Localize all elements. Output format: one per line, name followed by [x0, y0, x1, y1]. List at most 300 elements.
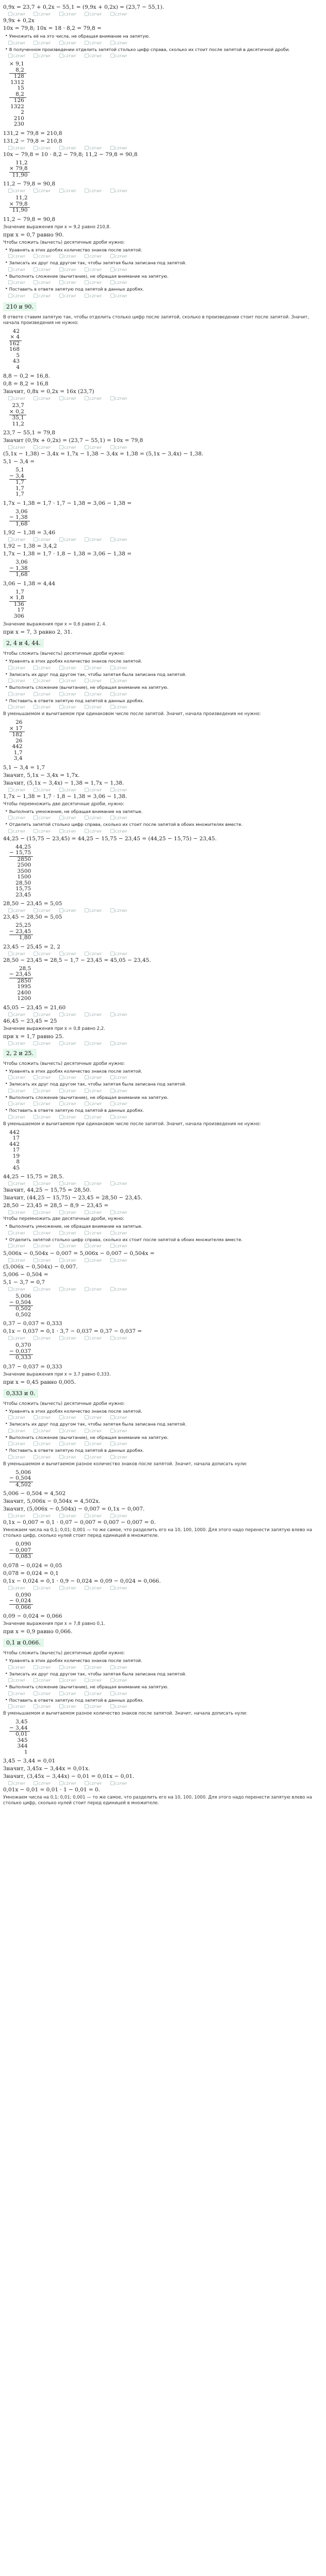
rule-steps [3, 1069, 317, 1120]
watermark-icon: CZFWF [8, 788, 25, 792]
watermark-icon: CZFWF [34, 41, 51, 45]
rule-steps [3, 658, 317, 709]
rule-step-text: Уравнять в этих дробях количество знаков после запятой. [9, 247, 142, 252]
column-arithmetic [9, 160, 30, 179]
watermark-icon: CZFWF [110, 705, 127, 709]
watermark-icon: CZFWF [8, 816, 25, 820]
watermark-icon: CZFWF [110, 1258, 127, 1263]
rule-step [3, 1095, 317, 1100]
explanation-text: Чтобы перемножить две десятичные дроби, нужно: [3, 1216, 124, 1222]
watermark-icon: CZFWF [85, 1231, 102, 1235]
column-arithmetic [9, 966, 33, 1002]
column-row: 28,50 [15, 879, 31, 886]
column-row: 3,06 [15, 559, 28, 565]
column-row: 344 [17, 1743, 28, 1749]
column-row: 0,502 [15, 1306, 31, 1312]
column-row: 345 [17, 1737, 28, 1743]
explanation-text: Значение выражения при x = 0,6 равно 2, 4. [3, 622, 107, 627]
watermark-icon: CZFWF [8, 1089, 25, 1093]
watermark-icon: CZFWF [8, 146, 25, 150]
watermark-row [3, 294, 317, 298]
equation-line: Значит, 44,25 − 15,75 = 28,50. [3, 1187, 91, 1193]
column-row: 3500 [17, 868, 31, 874]
watermark-icon: CZFWF [110, 294, 127, 298]
column-row: 26 [15, 719, 23, 725]
column-arithmetic [9, 1130, 22, 1172]
watermark-icon: CZFWF [8, 1429, 25, 1433]
column-row: 162 [9, 340, 20, 347]
answer-highlight: 0,333 и 0. [3, 1389, 38, 1398]
equation-line: (5,006x − 0,504x) − 0,007. [3, 1264, 78, 1270]
watermark-icon: CZFWF [8, 1115, 25, 1120]
watermark-icon: CZFWF [85, 1678, 102, 1683]
watermark-icon: CZFWF [59, 908, 76, 913]
watermark-icon: CZFWF [8, 1586, 25, 1590]
equation-line: при x = 0,7 равно 90. [3, 231, 64, 238]
watermark-icon: CZFWF [34, 666, 51, 670]
column-row: 230 [13, 121, 24, 127]
watermark-row [3, 1181, 317, 1186]
watermark-row [3, 1089, 317, 1093]
watermark-row [3, 1429, 317, 1433]
watermark-icon: CZFWF [110, 1041, 127, 1046]
column-row: 15 [17, 85, 24, 91]
watermark-icon: CZFWF [110, 829, 127, 834]
rule-step-text: Записать их друг под другом так, чтобы запятая была записана под запятой. [9, 1671, 187, 1676]
column-row: 5,006 [15, 1469, 31, 1476]
step-bullet-icon: • [5, 822, 8, 826]
watermark-icon: CZFWF [59, 1514, 76, 1518]
watermark-icon: CZFWF [8, 12, 25, 16]
watermark-icon: CZFWF [59, 1429, 76, 1433]
rule-step [3, 809, 317, 815]
watermark-icon: CZFWF [85, 1442, 102, 1446]
rule-step [3, 1409, 317, 1414]
equation-line: при x = 0,9 равно 0,066. [3, 1629, 73, 1635]
step-bullet-icon: • [5, 1684, 8, 1689]
rule-step-text: Поставить в ответе запятую под запятой в данных дробях. [9, 286, 144, 292]
watermark-icon: CZFWF [34, 280, 51, 285]
equation-line: 10x − 79,8 = 10 · 8,2 − 79,8; 11,2 − 79,8 = 90,8 [3, 151, 138, 158]
column-row: − 1,38 [9, 514, 28, 520]
column-block [3, 60, 317, 129]
watermark-icon: CZFWF [34, 1665, 51, 1670]
watermark-icon: CZFWF [59, 1287, 76, 1292]
explanation-text: Чтобы сложить (вычесть) десятичные дроби нужно: [3, 651, 125, 656]
rule-step [3, 1658, 317, 1664]
watermark-icon: CZFWF [110, 537, 127, 542]
watermark-icon: CZFWF [110, 1455, 127, 1460]
watermark-icon: CZFWF [110, 41, 127, 45]
rule-step-text: Умножить её на это числа, не обращая внимание на запятую. [9, 33, 150, 39]
rule-steps [3, 247, 317, 298]
equation-line: 3,45 − 3,44 = 0,01 [3, 1758, 56, 1764]
column-row: 1,80 [19, 935, 31, 941]
equation-line: 131,2 − 79,8 = 210,8 [3, 138, 62, 144]
watermark-icon: CZFWF [34, 679, 51, 683]
column-row: 5,006 [15, 1293, 31, 1299]
column-block [3, 965, 317, 1003]
watermark-row [3, 1244, 317, 1248]
watermark-icon: CZFWF [8, 445, 25, 450]
column-row: 28,5 [19, 965, 31, 972]
watermark-row [3, 1258, 317, 1263]
equation-line: 0,1x − 0,024 = 0,1 · 0,9 − 0,024 = 0,09 − 0,024 = 0,066. [3, 1578, 161, 1584]
watermark-icon: CZFWF [8, 666, 25, 670]
watermark-icon: CZFWF [85, 1089, 102, 1093]
watermark-icon: CZFWF [85, 1586, 102, 1590]
column-row: 126 [13, 97, 24, 104]
watermark-icon: CZFWF [59, 294, 76, 298]
equation-line: 3,06 − 1,38 = 4,44 [3, 580, 56, 587]
watermark-icon: CZFWF [85, 54, 102, 58]
watermark-icon: CZFWF [59, 1181, 76, 1186]
watermark-icon: CZFWF [110, 1678, 127, 1683]
watermark-icon: CZFWF [110, 1691, 127, 1696]
step-bullet-icon: • [5, 247, 8, 252]
column-row: 1,68 [15, 520, 28, 527]
watermark-icon: CZFWF [59, 280, 76, 285]
watermark-icon: CZFWF [34, 1101, 51, 1106]
rule-step-text: Поставить в ответе запятую под запятой в данных дробях. [9, 698, 144, 703]
watermark-icon: CZFWF [85, 254, 102, 259]
column-row: 0,370 [15, 1342, 31, 1348]
rule-step-text: Записать их друг под другом так, чтобы запятая была записана под запятой. [9, 671, 187, 677]
watermark-icon: CZFWF [8, 267, 25, 272]
rule-step [3, 1684, 317, 1690]
column-block [3, 1129, 317, 1173]
watermark-icon: CZFWF [110, 1415, 127, 1420]
step-bullet-icon: • [5, 46, 8, 52]
rule-step [3, 1081, 317, 1087]
watermark-icon: CZFWF [34, 1244, 51, 1248]
column-row: − 23,45 [9, 928, 31, 935]
watermark-icon: CZFWF [85, 146, 102, 150]
column-row: 19 [12, 1153, 20, 1159]
watermark-icon: CZFWF [59, 679, 76, 683]
rule-step-text: Выполнить умножение, не обращая внимание на запятые. [9, 1224, 143, 1229]
column-row: × 1,8 [9, 595, 24, 601]
explanation-text: Значение выражения при x = 3,7 равно 0,333. [3, 1371, 111, 1377]
rule-step [3, 1435, 317, 1440]
watermark-icon: CZFWF [8, 41, 25, 45]
watermark-row [3, 146, 317, 150]
column-row: − 0,037 [9, 1348, 31, 1354]
column-row: 17 [12, 1147, 20, 1153]
explanation-text: Чтобы сложить (вычесть) десятичные дроби нужно: [3, 1061, 125, 1066]
explanation-text: Значение выражения при x = 9,2 равно 210,8. [3, 224, 111, 230]
watermark-icon: CZFWF [34, 254, 51, 259]
column-row: 1,7 [15, 588, 24, 595]
watermark-icon: CZFWF [110, 1115, 127, 1120]
watermark-row [3, 908, 317, 913]
watermark-icon: CZFWF [110, 396, 127, 401]
watermark-icon: CZFWF [85, 1704, 102, 1709]
watermark-icon: CZFWF [85, 1287, 102, 1292]
column-row: 2500 [17, 862, 31, 868]
watermark-icon: CZFWF [34, 1231, 51, 1235]
column-block [3, 159, 317, 180]
column-block [3, 466, 317, 499]
column-row: 11,90 [12, 172, 28, 178]
column-block [3, 922, 317, 942]
column-row: 2850 [17, 977, 31, 984]
watermark-icon: CZFWF [110, 1244, 127, 1248]
equation-line: при x = 7, 3 равно 2, 31. [3, 629, 73, 635]
rule-step [3, 1237, 317, 1243]
column-arithmetic [9, 720, 25, 762]
column-row: 43 [12, 358, 20, 364]
watermark-row [3, 41, 317, 45]
watermark-icon: CZFWF [85, 41, 102, 45]
rule-step-text: В полученном произведении отделить запятой столько цифр справа, сколько их стоит после запятой в десятичной дроби. [9, 46, 290, 52]
column-row: − 15,75 [9, 850, 31, 856]
column-row: 442 [12, 743, 23, 750]
step-bullet-icon: • [5, 1421, 8, 1426]
column-row: 42 [12, 328, 20, 334]
watermark-icon: CZFWF [59, 1442, 76, 1446]
watermark-icon: CZFWF [34, 1429, 51, 1433]
watermark-icon: CZFWF [110, 254, 127, 259]
watermark-row [3, 445, 317, 450]
watermark-icon: CZFWF [59, 537, 76, 542]
rule-step-text: Уравнять в этих дробях количество знаков после запятой. [9, 658, 142, 664]
watermark-icon: CZFWF [34, 1691, 51, 1696]
watermark-icon: CZFWF [85, 679, 102, 683]
rule-step [3, 1448, 317, 1453]
watermark-icon: CZFWF [85, 1429, 102, 1433]
watermark-icon: CZFWF [59, 1115, 76, 1120]
watermark-icon: CZFWF [85, 1075, 102, 1080]
watermark-icon: CZFWF [85, 816, 102, 820]
column-arithmetic [9, 1719, 30, 1755]
equation-line: 0,078 − 0,024 = 0,05 [3, 1562, 62, 1569]
watermark-icon: CZFWF [8, 952, 25, 956]
watermark-icon: CZFWF [34, 537, 51, 542]
equation-line: 1,7x − 1,38 = 1,7 · 1,8 − 1,38 = 3,06 − 1,38 = [3, 551, 132, 557]
watermark-icon: CZFWF [59, 1415, 76, 1420]
column-row: × 9,1 [9, 61, 24, 67]
explanation-text: В уменьшаемом и вычитаемом при одинаковом числе после запятой. Значит, начала произведения не нужно: [3, 711, 261, 717]
equation-line: Значит, 5,1x − 3,4x = 1,7x. [3, 772, 80, 778]
column-row: 11,2 [15, 195, 28, 201]
column-block [3, 194, 317, 215]
watermark-row [3, 1415, 317, 1420]
explanation-text: Чтобы сложить (вычесть) десятичные дроби нужно: [3, 1401, 125, 1406]
equation-line: 8,8 − 0,2 = 16,8. [3, 373, 51, 379]
column-row: 1200 [17, 995, 31, 1002]
watermark-icon: CZFWF [8, 1665, 25, 1670]
rule-step [3, 1698, 317, 1703]
watermark-icon: CZFWF [85, 396, 102, 401]
rule-step [3, 33, 317, 39]
watermark-icon: CZFWF [8, 1336, 25, 1341]
column-arithmetic [9, 1541, 33, 1560]
watermark-icon: CZFWF [34, 1514, 51, 1518]
watermark-row [3, 666, 317, 670]
equation-line: 44,25 − 15,75 = 28,5. [3, 1174, 64, 1180]
equation-line: Значит, (44,25 − 15,75) − 23,45 = 28,50 − 23,45. [3, 1195, 142, 1201]
watermark-icon: CZFWF [85, 280, 102, 285]
watermark-icon: CZFWF [110, 146, 127, 150]
watermark-icon: CZFWF [85, 1691, 102, 1696]
watermark-row [3, 705, 317, 709]
watermark-icon: CZFWF [85, 1041, 102, 1046]
watermark-icon: CZFWF [8, 1181, 25, 1186]
equation-line: Значит, 0,8x = 0,2x = 16x (23,7) [3, 388, 94, 395]
column-row: 306 [13, 613, 24, 619]
watermark-icon: CZFWF [59, 1231, 76, 1235]
equation-line: 5,006 − 0,504 = [3, 1272, 48, 1278]
rule-step-text: Уравнять в этих дробях количество знаков после запятой. [9, 1408, 142, 1414]
rule-step-text: Выполнить умножение, не обращая внимание на запятые. [9, 808, 143, 814]
watermark-icon: CZFWF [34, 1210, 51, 1215]
equation-line: 28,50 − 23,45 = 28,5 − 1,7 − 23,45 = 45,05 − 23,45. [3, 957, 151, 963]
watermark-icon: CZFWF [59, 692, 76, 697]
watermark-icon: CZFWF [34, 1041, 51, 1046]
rule-step-text: Поставить в ответе запятую под запятой в данных дробях. [9, 1448, 144, 1453]
watermark-icon: CZFWF [59, 189, 76, 193]
watermark-row [3, 1442, 317, 1446]
watermark-icon: CZFWF [34, 396, 51, 401]
watermark-icon: CZFWF [110, 1336, 127, 1341]
rule-step [3, 1069, 317, 1074]
column-row: 8 [16, 1159, 20, 1165]
rule-step-text: Записать их друг под другом так, чтобы запятая была записана под запятой. [9, 260, 187, 265]
watermark-icon: CZFWF [34, 1678, 51, 1683]
watermark-icon: CZFWF [59, 146, 76, 150]
equation-line: 44,25 − (15,75 − 23,45) = 44,25 − 15,75 − 23,45 = (44,25 − 15,75) − 23,45. [3, 835, 217, 842]
column-row: − 3,4 [9, 472, 24, 479]
column-block [3, 1591, 317, 1612]
watermark-icon: CZFWF [85, 12, 102, 16]
column-arithmetic [9, 844, 33, 899]
step-bullet-icon: • [5, 658, 8, 663]
explanation-text: В уменьшаемом и вычитаемом разное количество знаков после запятой. Значит, начала дописать нули: [3, 1711, 248, 1716]
watermark-icon: CZFWF [59, 1781, 76, 1786]
column-arithmetic [9, 923, 33, 941]
column-row: 17 [17, 607, 24, 613]
explanation-text: Значение выражения при x = 0,8 равно 2,2. [3, 1026, 105, 1031]
watermark-icon: CZFWF [85, 1210, 102, 1215]
column-row: 17 [12, 1135, 20, 1141]
equation-line: 0,1x − 0,007 = 0,1 · 0,07 − 0,007 = 0,007 − 0,007 = 0. [3, 1519, 156, 1526]
watermark-icon: CZFWF [110, 692, 127, 697]
rule-steps [3, 33, 317, 58]
column-row: − 23,45 [9, 971, 31, 977]
watermark-icon: CZFWF [8, 1210, 25, 1215]
column-block [3, 508, 317, 529]
rule-step [3, 1421, 317, 1427]
column-row: 15,75 [15, 886, 31, 892]
watermark-row [3, 1115, 317, 1120]
step-bullet-icon: • [5, 1658, 8, 1663]
column-arithmetic [9, 403, 26, 427]
watermark-row [3, 1455, 317, 1460]
step-bullet-icon: • [5, 286, 8, 291]
watermark-icon: CZFWF [34, 146, 51, 150]
watermark-row [3, 1336, 317, 1341]
watermark-icon: CZFWF [8, 1442, 25, 1446]
watermark-icon: CZFWF [59, 666, 76, 670]
watermark-icon: CZFWF [59, 1210, 76, 1215]
column-row: 44,25 [15, 843, 31, 850]
rule-step-text: Уравнять в этих дробях количество знаков после запятой. [9, 1658, 142, 1663]
watermark-icon: CZFWF [85, 1181, 102, 1186]
column-block [3, 328, 317, 372]
watermark-icon: CZFWF [34, 788, 51, 792]
column-row: 4 [16, 364, 20, 370]
watermark-icon: CZFWF [8, 280, 25, 285]
rule-step-text: Выполнить сложение (вычитание), не обращая внимание на запятую. [9, 685, 169, 690]
column-block [3, 719, 317, 763]
equation-line: при x = 1,7 равно 25. [3, 1033, 64, 1040]
watermark-icon: CZFWF [59, 1101, 76, 1106]
column-row: 1 [24, 1749, 28, 1755]
watermark-row [3, 1101, 317, 1106]
watermark-icon: CZFWF [34, 1336, 51, 1341]
watermark-icon: CZFWF [110, 1514, 127, 1518]
explanation-text: Чтобы перемножить две десятичные дроби, нужно: [3, 801, 124, 807]
explanation-text: Умножаем числа на 0,1; 0,01; 0,001 — то же самое, что разделить его на 10, 100, 1000. Для этого надо перенести запятую влево на столько цифр, сколько нулей стоит перед единицей в множителе. [3, 1528, 312, 1538]
column-row: 442 [9, 1129, 20, 1136]
equation-line: 23,7 − 55,1 = 79,8 [3, 430, 56, 436]
column-row: 45 [12, 1164, 20, 1171]
column-row: 26 [15, 737, 23, 744]
watermark-row [3, 1678, 317, 1683]
equation-line: 5,1 − 3,4 = 1,7 [3, 764, 45, 771]
equation-line: 0,1x − 0,037 = 0,1 · 3,7 − 0,037 = 0,37 − 0,037 = [3, 1328, 142, 1334]
watermark-row [3, 254, 317, 259]
watermark-icon: CZFWF [110, 1231, 127, 1235]
watermark-icon: CZFWF [85, 1115, 102, 1120]
watermark-icon: CZFWF [34, 445, 51, 450]
step-bullet-icon: • [5, 273, 8, 278]
column-row: 35,1 [12, 415, 24, 421]
explanation-text: В уменьшаемом и вычитаемом при одинаковом числе после запятой. Значит, начала произведения не нужно: [3, 1121, 261, 1127]
watermark-icon: CZFWF [8, 1101, 25, 1106]
step-bullet-icon: • [5, 33, 8, 38]
rule-step [3, 286, 317, 292]
watermark-row [3, 1781, 317, 1786]
watermark-row [3, 396, 317, 401]
watermark-icon: CZFWF [85, 445, 102, 450]
watermark-icon: CZFWF [34, 1455, 51, 1460]
watermark-icon: CZFWF [85, 1101, 102, 1106]
rule-step [3, 685, 317, 690]
column-row: 5,1 [15, 467, 24, 473]
watermark-icon: CZFWF [85, 908, 102, 913]
watermark-icon: CZFWF [85, 952, 102, 956]
column-row: 1,7 [15, 479, 24, 485]
watermark-row [3, 1041, 317, 1046]
explanation-text: Чтобы сложить (вычесть) десятичные дроби нужно: [3, 1651, 125, 1656]
watermark-icon: CZFWF [8, 1455, 25, 1460]
equation-line: 5,1 − 3,7 = 0,7 [3, 1279, 45, 1285]
watermark-row [3, 54, 317, 58]
watermark-icon: CZFWF [110, 788, 127, 792]
column-row: − 1,38 [9, 565, 28, 571]
watermark-icon: CZFWF [110, 280, 127, 285]
watermark-row [3, 280, 317, 285]
column-row: 128 [13, 73, 24, 79]
watermark-icon: CZFWF [8, 1258, 25, 1263]
column-block [3, 402, 317, 428]
column-block [3, 1718, 317, 1756]
step-bullet-icon: • [5, 1108, 8, 1112]
watermark-icon: CZFWF [59, 1041, 76, 1046]
answer-highlight: 0,1 и 0,066. [3, 1638, 44, 1647]
